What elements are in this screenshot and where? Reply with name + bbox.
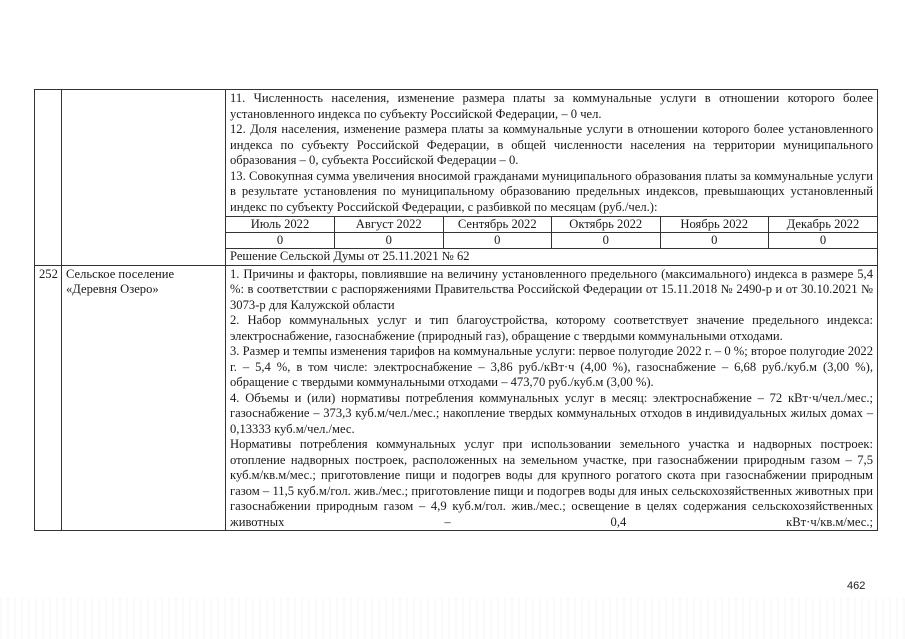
row-number-cell: 252 (35, 265, 62, 531)
paragraph-13: 13. Совокупная сумма увеличения вносимой гражданами муниципального образования платы за коммунальные услуги в результате установления по муниципальному образованию предельных индексов, превышающих установленный индекс по субъекту Российской Федерации, с разбивкой по месяцам (руб./чел.): (230, 168, 873, 214)
page-number: 462 (847, 580, 866, 592)
month-value: 0 (335, 233, 444, 249)
decision-reference: Решение Сельской Думы от 25.11.2021 № 62 (230, 249, 470, 263)
municipality-name-cell (62, 90, 226, 266)
month-header: Декабрь 2022 (769, 217, 878, 233)
month-value: 0 (660, 233, 769, 249)
paragraph-4: 4. Объемы и (или) нормативы потребления коммунальных услуг в месяц: электроснабжение – 72 кВт·ч/чел./мес.; газоснабжение – 373,3 куб.м/чел./мес.; накопление твердых коммунальных отходов в индивидуальных жилых домах – 0,13333 куб.м/чел./мес. (230, 390, 873, 436)
row-number-cell (35, 90, 62, 266)
paragraph-2: 2. Набор коммунальных услуг и тип благоустройства, которому соответствует значение предельного индекса: электроснабжение, газоснабжение (природный газ), обращение с твердыми коммунальными отходами. (230, 313, 873, 343)
monthly-increase-table (226, 216, 877, 249)
paragraph-1: 1. Причины и факторы, повлиявшие на величину установленного предельного (максимального) индекса в размере 5,4 %: в соответствии с распоряжениями Правительства Российской Федерации от 15.11.2018 № 2490-р и от 30.10.2021 № 3073-р для Калужской области (230, 266, 873, 312)
table-row (35, 90, 878, 266)
month-value-row (226, 233, 877, 249)
paragraph-12: 12. Доля населения, изменение размера платы за коммунальные услуги в отношении которого более установленного индекса по субъекту Российской Федерации, в общей численности населения на территории муниципального образования – 0, субъекта Российской Федерации – 0. (230, 122, 873, 167)
paragraph-11: 11. Численность населения, изменение размера платы за коммунальные услуги в отношении которого более установленного индекса по субъекту Российской Федерации, – 0 чел. (230, 91, 873, 121)
month-header: Сентябрь 2022 (443, 217, 552, 233)
month-value: 0 (769, 233, 878, 249)
details-cell (226, 90, 878, 266)
details-cell (226, 265, 878, 531)
month-value: 0 (226, 233, 335, 249)
municipality-name-cell: Сельское поселение «Деревня Озеро» (62, 265, 226, 531)
month-value: 0 (552, 233, 661, 249)
month-header: Ноябрь 2022 (660, 217, 769, 233)
month-value: 0 (443, 233, 552, 249)
month-header-row (226, 217, 877, 233)
month-header: Август 2022 (335, 217, 444, 233)
document-table (34, 89, 878, 531)
table-row (35, 265, 878, 531)
paragraph-norms: Нормативы потребления коммунальных услуг при использовании земельного участка и надворных построек: отопление надворных построек, расположенных на земельном участке, при газоснабжении природным газом – 7,5 куб.м/кв.м/мес.; приготовление пищи и подогрев воды для крупного рогатого скота при газоснабжении природным газом – 11,5 куб.м/гол. жив./мес.; приготовление пищи и подогрев воды для иных сельскохозяйственных животных при газоснабжении природным газом – 4,9 куб.м/гол. жив./мес.; освещение в целях содержания сельскохозяйственных животных – 0,4 кВт·ч/кв.м/мес.; (230, 437, 873, 529)
month-header: Октябрь 2022 (552, 217, 661, 233)
month-header: Июль 2022 (226, 217, 335, 233)
scan-artifact (0, 598, 905, 639)
paragraph-3: 3. Размер и темпы изменения тарифов на коммунальные услуги: первое полугодие 2022 г. – 0 %; второе полугодие 2022 г. – 5,4 %, в том числе: электроснабжение – 3,86 руб./кВт·ч (4,00 %), газоснабжение – 6,68 руб./куб.м (3,00 %), обращение с твердыми коммунальными отходами – 473,70 руб./куб.м (3,00 %). (230, 344, 873, 389)
